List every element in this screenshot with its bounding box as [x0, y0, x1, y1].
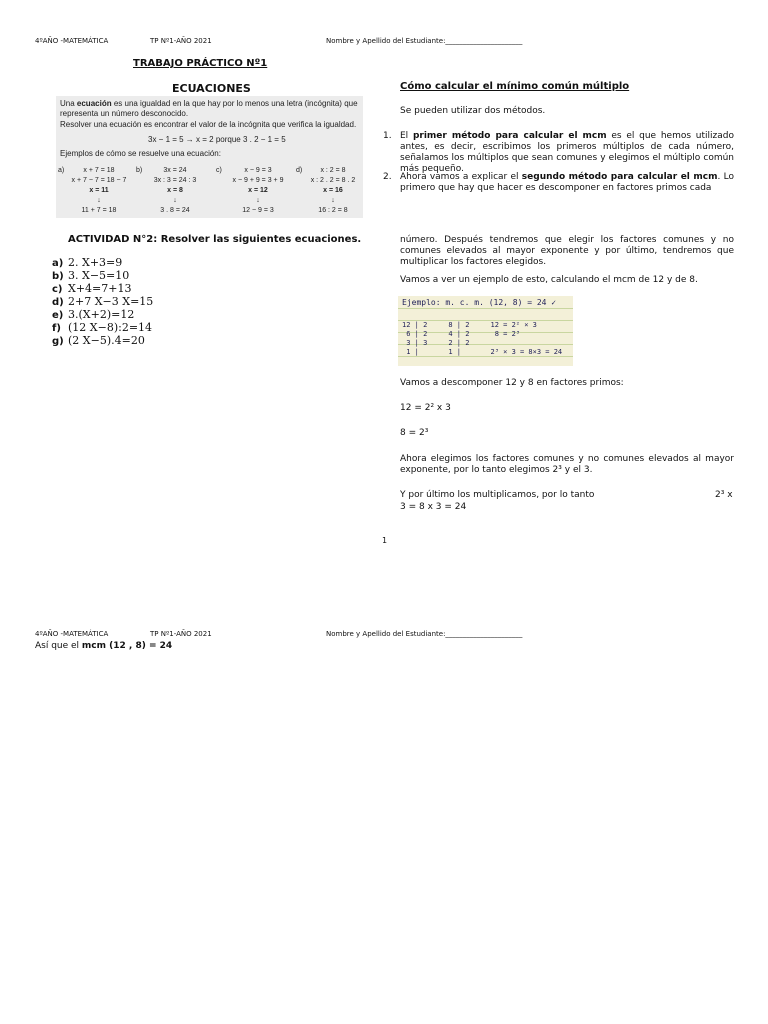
method-two-text: Ahora vamos a explicar el segundo método para calcular el mcm. Lo primero que hay que hacer es descomponer en factores primos cada	[400, 172, 734, 193]
header-student: Nombre y Apellido del Estudiante:______________________	[326, 37, 523, 45]
multiply-text: Y por último los multiplicamos, por lo tanto	[400, 490, 595, 500]
handwritten-mcm-example	[398, 296, 573, 366]
activity-title: ACTIVIDAD N°2: Resolver las siguientes ecuaciones.	[68, 234, 362, 245]
equation-example-panel	[56, 96, 363, 218]
decompose-text: Vamos a descomponer 12 y 8 en factores primos:	[400, 378, 624, 388]
equation-item: b) 3. X−5=10	[52, 269, 130, 282]
demo-equation: 3x − 1 = 5 → x = 2 porque 3 . 2 − 1 = 5	[148, 135, 286, 144]
header-course: 4ºAÑO -MATEMÁTICA	[35, 37, 109, 45]
resolve-definition: Resolver una ecuación es encontrar el valor de la incógnita que verifica la igualdad.	[60, 120, 357, 129]
example-column-b: b) 3x = 24 3x : 3 = 24 : 3 x = 8 ↓ 3 . 8 = 24	[136, 167, 197, 214]
equation-item: a) 2. X+3=9	[52, 256, 123, 269]
methods-intro: Se pueden utilizar dos métodos.	[400, 106, 546, 116]
example-column-c: c) x − 9 = 3 x − 9 + 9 = 3 + 9 x = 12 ↓ 12 − 9 = 3	[216, 167, 284, 214]
multiply-result: 3 = 8 x 3 = 24	[400, 502, 467, 512]
equation-item: f) (12 X−8):2=14	[52, 321, 153, 334]
factorization-12: 12 = 2² x 3	[400, 403, 451, 413]
equation-item: c) X+4=7+13	[52, 282, 132, 295]
handwritten-row: 6 | 2 4 | 2 8 = 2³	[402, 330, 521, 338]
equation-item: d) 2+7 X−3 X=15	[52, 295, 154, 308]
section-heading-mcm: Cómo calcular el mínimo común múltiplo	[400, 81, 630, 92]
page-number: 1	[382, 536, 388, 545]
handwritten-row: 12 | 2 8 | 2 12 = 2² × 3	[402, 321, 537, 329]
header-tp: TP Nº1-AÑO 2021	[150, 37, 212, 45]
list-number: 2.	[383, 172, 392, 182]
page-title: TRABAJO PRÁCTICO Nº1	[133, 58, 268, 69]
example-column-d: d) x : 2 = 8 x : 2 . 2 = 8 . 2 x = 16 ↓ 16 : 2 = 8	[296, 167, 356, 214]
header-student: Nombre y Apellido del Estudiante:______________________	[326, 630, 523, 638]
section-heading-ecuaciones: ECUACIONES	[172, 82, 251, 95]
method-one-text: El primer método para calcular el mcm es el que hemos utilizado antes, es decir, escribimos los primeros múltiplos de cada número, señalamos los múltiplos que sean comunes y elegimos el múltiplo común más pequeño.	[400, 131, 734, 174]
header-tp: TP Nº1-AÑO 2021	[150, 630, 212, 638]
conclusion-text: Así que el mcm (12 , 8) = 24	[35, 641, 173, 651]
method-two-continuation: número. Después tendremos que elegir los factores comunes y no comunes elevados al mayor exponente y por último, tendremos que multiplicar los factores elegidos.	[400, 235, 734, 267]
header-course: 4ºAÑO -MATEMÁTICA	[35, 630, 109, 638]
factorization-8: 8 = 2³	[400, 428, 429, 438]
examples-title: Ejemplos de cómo se resuelve una ecuación:	[60, 149, 221, 158]
handwritten-title: Ejemplo: m. c. m. (12, 8) = 24 ✓	[402, 298, 557, 307]
list-number: 1.	[383, 131, 392, 141]
example-column-a: a) x + 7 = 18 x + 7 − 7 = 18 − 7 x = 11 ↓ 11 + 7 = 18	[58, 167, 127, 214]
handwritten-row: 3 | 3 2 | 2	[402, 339, 470, 347]
example-intro: Vamos a ver un ejemplo de esto, calculando el mcm de 12 y de 8.	[400, 275, 698, 285]
equation-item: g) (2 X−5).4=20	[52, 334, 145, 347]
equation-definition: Una ecuación es una igualdad en la que hay por lo menos una letra (incógnita) que representa un número desconocido.	[60, 99, 358, 118]
equation-item: e) 3.(X+2)=12	[52, 308, 135, 321]
handwritten-row: 1 | 1 | 2³ × 3 = 8×3 = 24	[402, 348, 563, 356]
multiply-text-end: 2³ x	[715, 490, 733, 500]
choose-factors-text: Ahora elegimos los factores comunes y no comunes elevados al mayor exponente, por lo tanto elegimos 2³ y el 3.	[400, 454, 734, 475]
